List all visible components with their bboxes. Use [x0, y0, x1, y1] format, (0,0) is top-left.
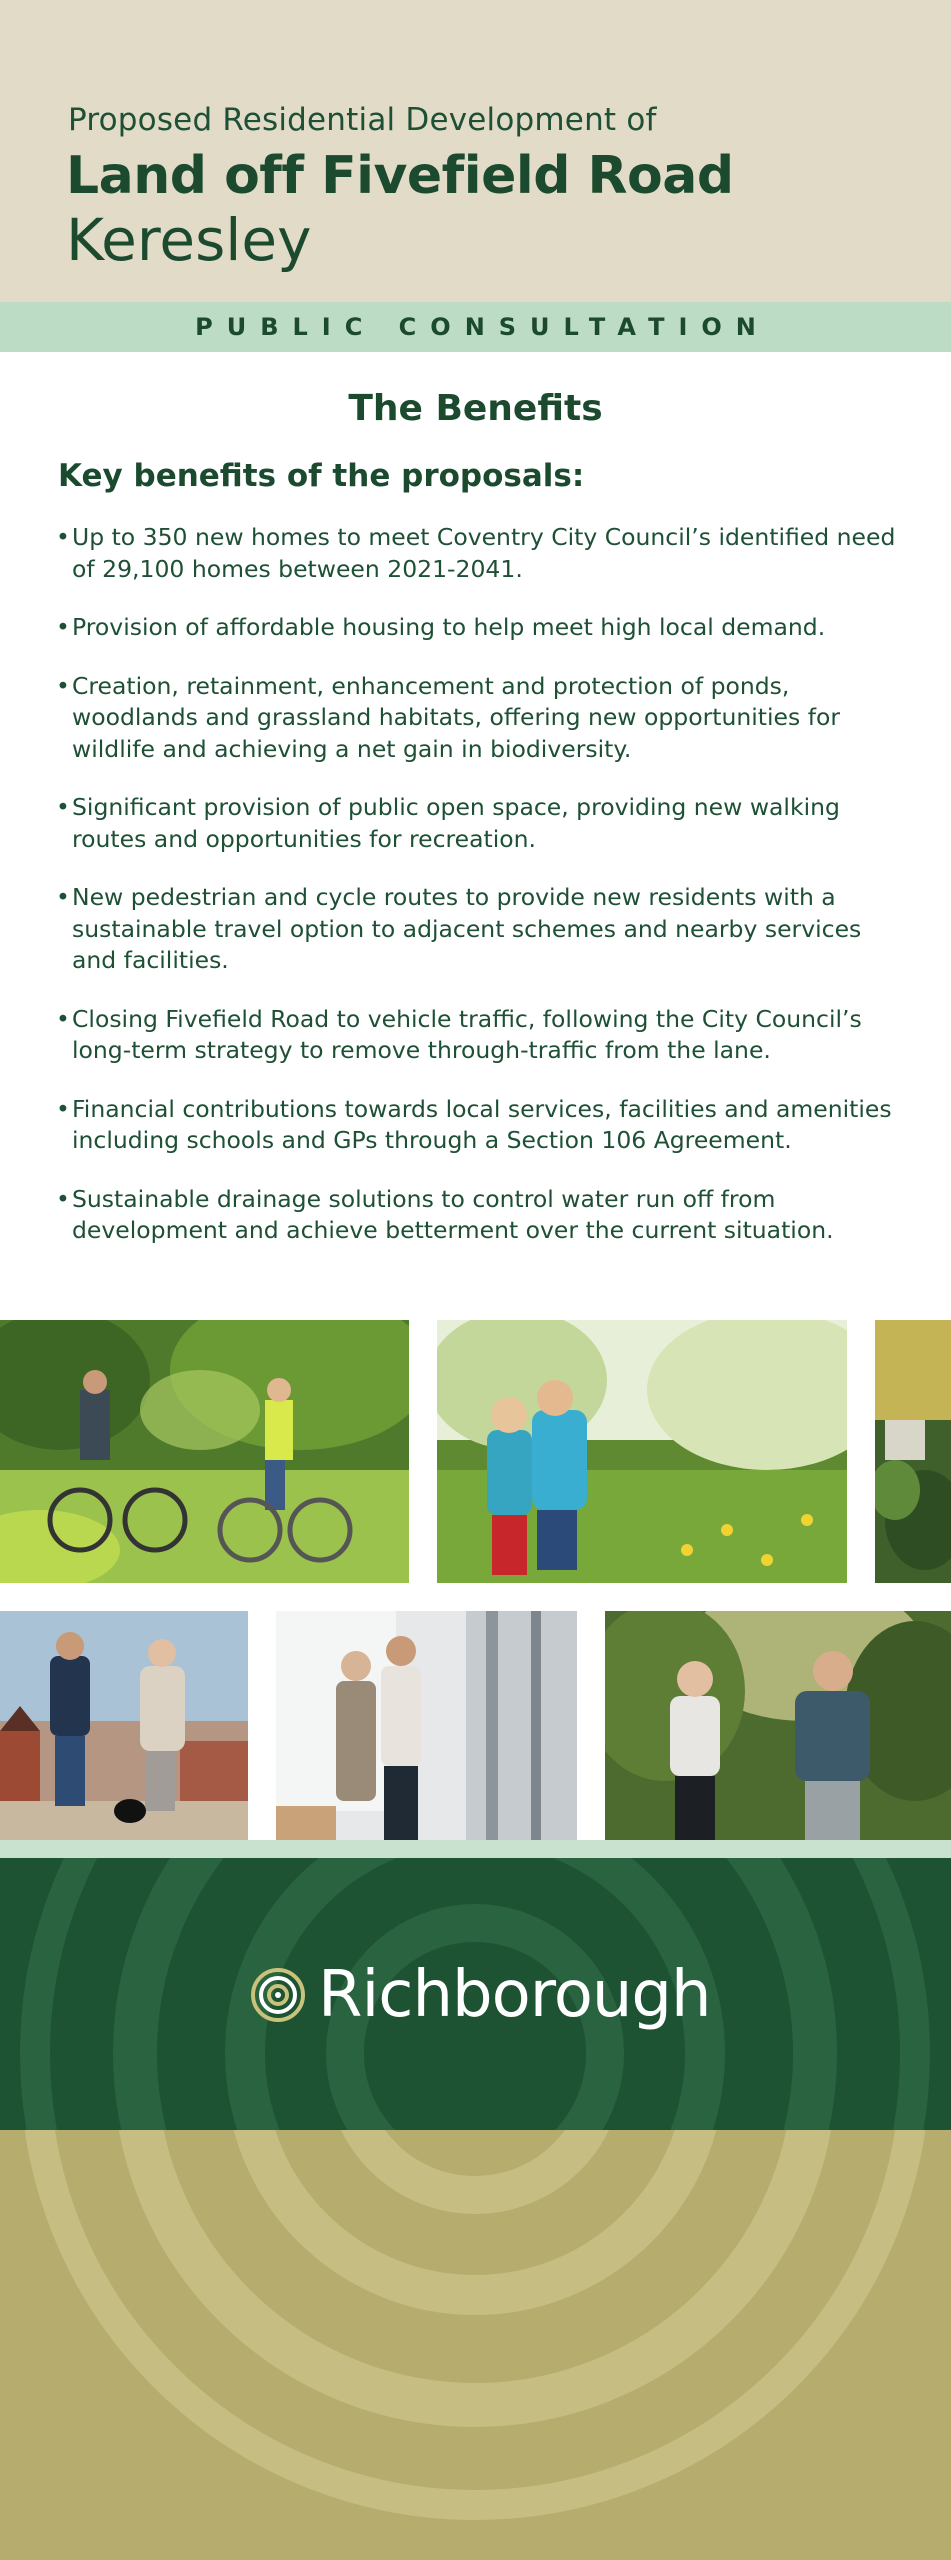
benefit-item: • Up to 350 new homes to meet Coventry City Council’s identified need of 29,100 homes between 2021-2041.: [56, 522, 906, 585]
section-heading: The Benefits: [348, 388, 603, 429]
children-nature-photo: [437, 1320, 847, 1583]
benefit-item: • Closing Fivefield Road to vehicle traffic, following the City Council’s long-term strategy to remove through-traffic from the lane.: [56, 1004, 906, 1067]
brand-name: Richborough: [318, 1958, 711, 2032]
consultation-label: PUBLIC CONSULTATION: [195, 313, 770, 341]
header: [0, 0, 951, 302]
garden-photo: [875, 1320, 951, 1583]
couple-moving-home-photo: [276, 1611, 577, 1840]
benefit-item: • Financial contributions towards local services, facilities and amenities including schools and GPs through a Section 106 Agreement.: [56, 1094, 906, 1157]
benefits-list: [56, 522, 906, 1274]
benefit-item: • Creation, retainment, enhancement and protection of ponds, woodlands and grassland habitats, offering new opportunities for wildlife and achieving a net gain in biodiversity.: [56, 671, 906, 766]
couple-dog-walk-photo: [0, 1611, 248, 1840]
footer-base-panel: [0, 2130, 951, 2560]
joggers-photo: [605, 1611, 951, 1840]
main-title: Land off Fivefield Road: [66, 146, 734, 206]
consultation-band: [0, 302, 951, 352]
benefit-item: • New pedestrian and cycle routes to provide new residents with a sustainable travel option to adjacent schemes and nearby services and facilities.: [56, 882, 906, 977]
cyclists-photo: [0, 1320, 409, 1583]
benefit-item: • Sustainable drainage solutions to control water run off from development and achieve betterment over the current situation.: [56, 1184, 906, 1247]
footer-strip: [0, 1840, 951, 1858]
location-title: Keresley: [66, 206, 312, 274]
benefit-item: • Provision of affordable housing to help meet high local demand.: [56, 612, 906, 644]
richborough-logo: [250, 1960, 711, 2030]
benefit-item: • Significant provision of public open space, providing new walking routes and opportunities for recreation.: [56, 792, 906, 855]
key-benefits-heading: Key benefits of the proposals:: [58, 458, 585, 494]
pre-title: Proposed Residential Development of: [68, 102, 657, 138]
concentric-circles-icon: [250, 1967, 306, 2023]
